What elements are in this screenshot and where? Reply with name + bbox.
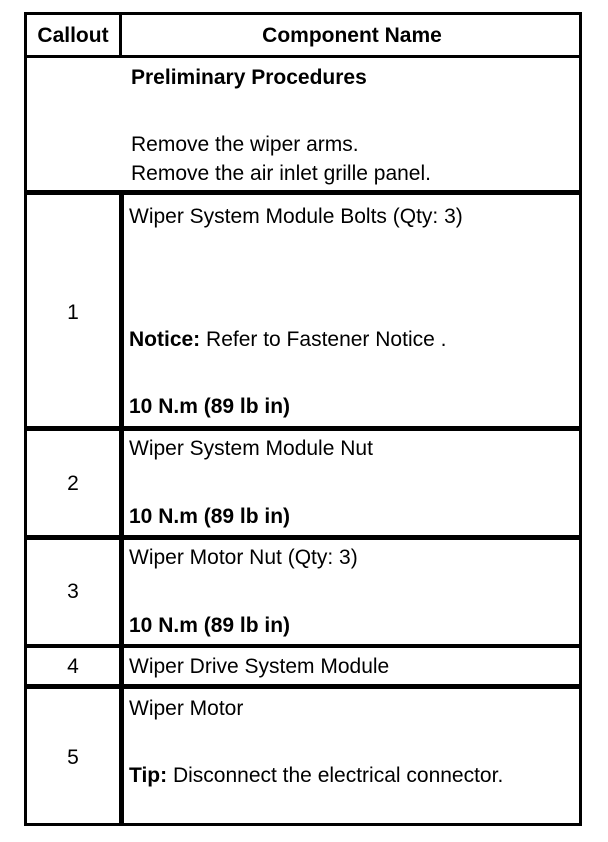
column-divider — [119, 190, 124, 823]
callout-number: 4 — [67, 655, 79, 678]
row-divider — [27, 684, 579, 689]
row-divider — [27, 190, 579, 195]
torque-spec: 10 N.m (89 lb in) — [129, 395, 291, 418]
torque-spec: 10 N.m (89 lb in) — [129, 505, 291, 528]
torque-spec: 10 N.m (89 lb in) — [129, 614, 291, 637]
callout-number: 5 — [67, 746, 79, 769]
notice-line — [129, 328, 446, 352]
row-divider — [27, 535, 579, 540]
header-callout: Callout — [37, 24, 109, 47]
preliminary-step: Remove the air inlet grille panel. — [131, 162, 431, 185]
header-component-name: Component Name — [262, 24, 442, 47]
component-name: Wiper System Module Nut — [129, 437, 373, 460]
component-name: Wiper System Module Bolts (Qty: 3) — [129, 205, 463, 228]
notice-label: Notice: — [129, 328, 201, 351]
callout-number: 2 — [67, 472, 79, 495]
tip-label: Tip: — [129, 764, 168, 787]
preliminary-title: Preliminary Procedures — [131, 66, 367, 89]
component-name: Wiper Drive System Module — [129, 655, 390, 678]
header-divider — [27, 55, 579, 58]
row-divider — [27, 644, 579, 648]
callout-number: 1 — [67, 301, 79, 324]
component-table — [24, 12, 582, 826]
notice-text: Refer to Fastener Notice . — [200, 328, 447, 351]
tip-line — [129, 764, 503, 788]
component-name: Wiper Motor Nut (Qty: 3) — [129, 546, 358, 569]
component-name: Wiper Motor — [129, 697, 244, 720]
row-divider — [27, 426, 579, 431]
tip-text: Disconnect the electrical connector. — [167, 764, 504, 787]
preliminary-step: Remove the wiper arms. — [131, 133, 359, 156]
callout-number: 3 — [67, 580, 79, 603]
